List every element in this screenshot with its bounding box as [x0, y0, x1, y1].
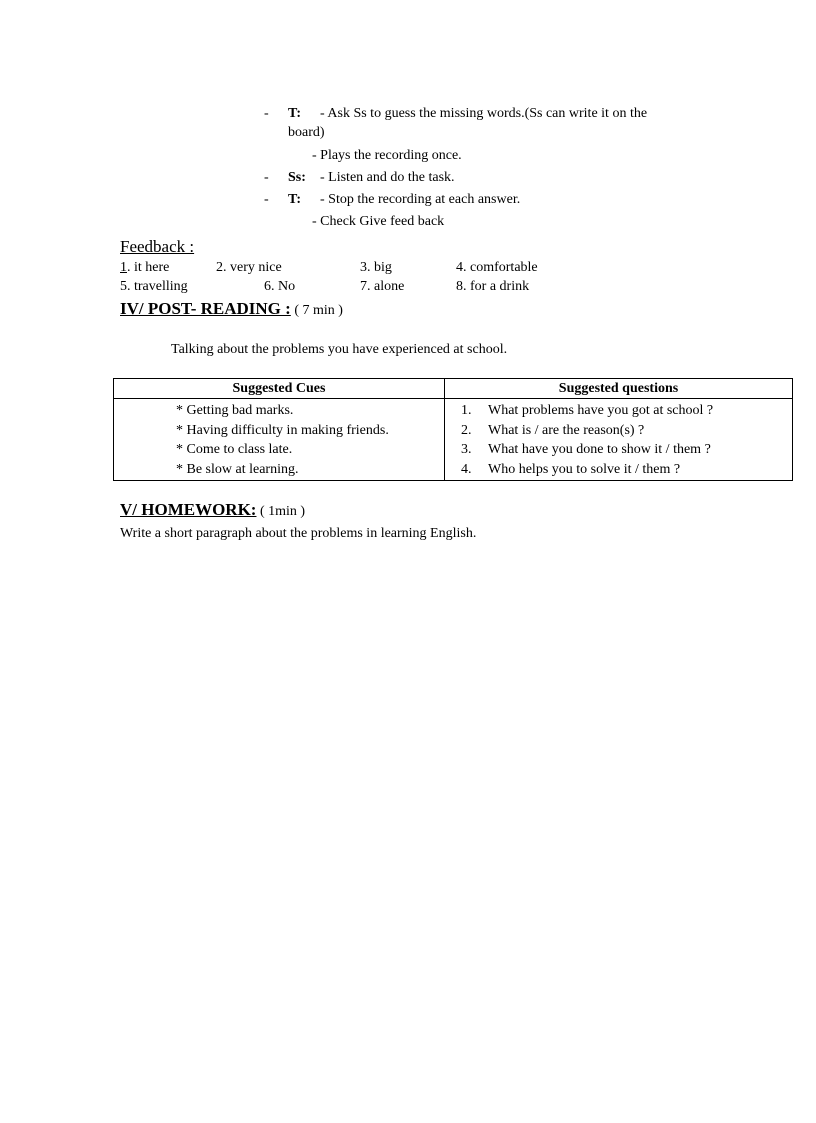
feedback-answer: 6. No [264, 279, 296, 294]
table-header-row [114, 379, 793, 399]
role-teacher: T: [288, 192, 301, 207]
questions-cell [445, 399, 793, 481]
table-header: Suggested questions [445, 379, 793, 399]
section-heading: IV/ POST- READING : ( 7 min ) [120, 299, 343, 318]
question-number: 3. [461, 442, 472, 457]
question-item: 2. What is / are the reason(s) ? [445, 421, 792, 441]
cue-item: * Be slow at learning. [176, 461, 299, 477]
table-row [114, 399, 793, 481]
cue-item: * Having difficulty in making friends. [176, 422, 389, 438]
bullet: - [264, 106, 269, 121]
homework-text: Write a short paragraph about the problems in learning English. [120, 526, 477, 541]
procedure-step: - Plays the recording once. [312, 148, 462, 163]
cue-item: * Come to class late. [176, 442, 293, 457]
section-heading: V/ HOMEWORK: ( 1min ) [120, 500, 306, 519]
feedback-answer: 7. alone [360, 279, 405, 294]
post-reading-instruction: Talking about the problems you have experienced at school. [171, 342, 508, 357]
suggested-cues-table [113, 378, 793, 481]
role-students: Ss: [288, 170, 306, 185]
question-item: 1. What problems have you got at school ? [445, 401, 792, 421]
procedure-step: - Ask Ss to guess the missing words.(Ss can write it on the [320, 106, 648, 121]
cues-cell [114, 399, 445, 481]
feedback-answer: 3. big [360, 260, 392, 275]
question-number: 2. [461, 422, 472, 438]
question-item: 4. Who helps you to solve it / them ? [445, 460, 792, 480]
table-header: Suggested Cues [114, 379, 445, 399]
question-item: 3. What have you done to show it / them ? [445, 440, 792, 460]
bullet: - [264, 170, 269, 185]
feedback-answer: 8. for a drink [456, 279, 530, 294]
feedback-title: Feedback : [120, 237, 195, 256]
bullet: - [264, 192, 269, 207]
procedure-step: - Stop the recording at each answer. [320, 192, 521, 207]
procedure-step: board) [288, 125, 325, 140]
question-number: 4. [461, 461, 472, 477]
procedure-step: - Check Give feed back [312, 214, 445, 229]
procedure-step: - Listen and do the task. [320, 170, 455, 185]
feedback-answer: 1. it here [120, 260, 170, 275]
cue-item: * Getting bad marks. [176, 403, 294, 418]
feedback-answer: 5. travelling [120, 279, 188, 294]
role-teacher: T: [288, 106, 301, 121]
question-number: 1. [461, 403, 472, 418]
feedback-answer: 2. very nice [216, 260, 282, 275]
feedback-answer: 4. comfortable [456, 260, 538, 275]
